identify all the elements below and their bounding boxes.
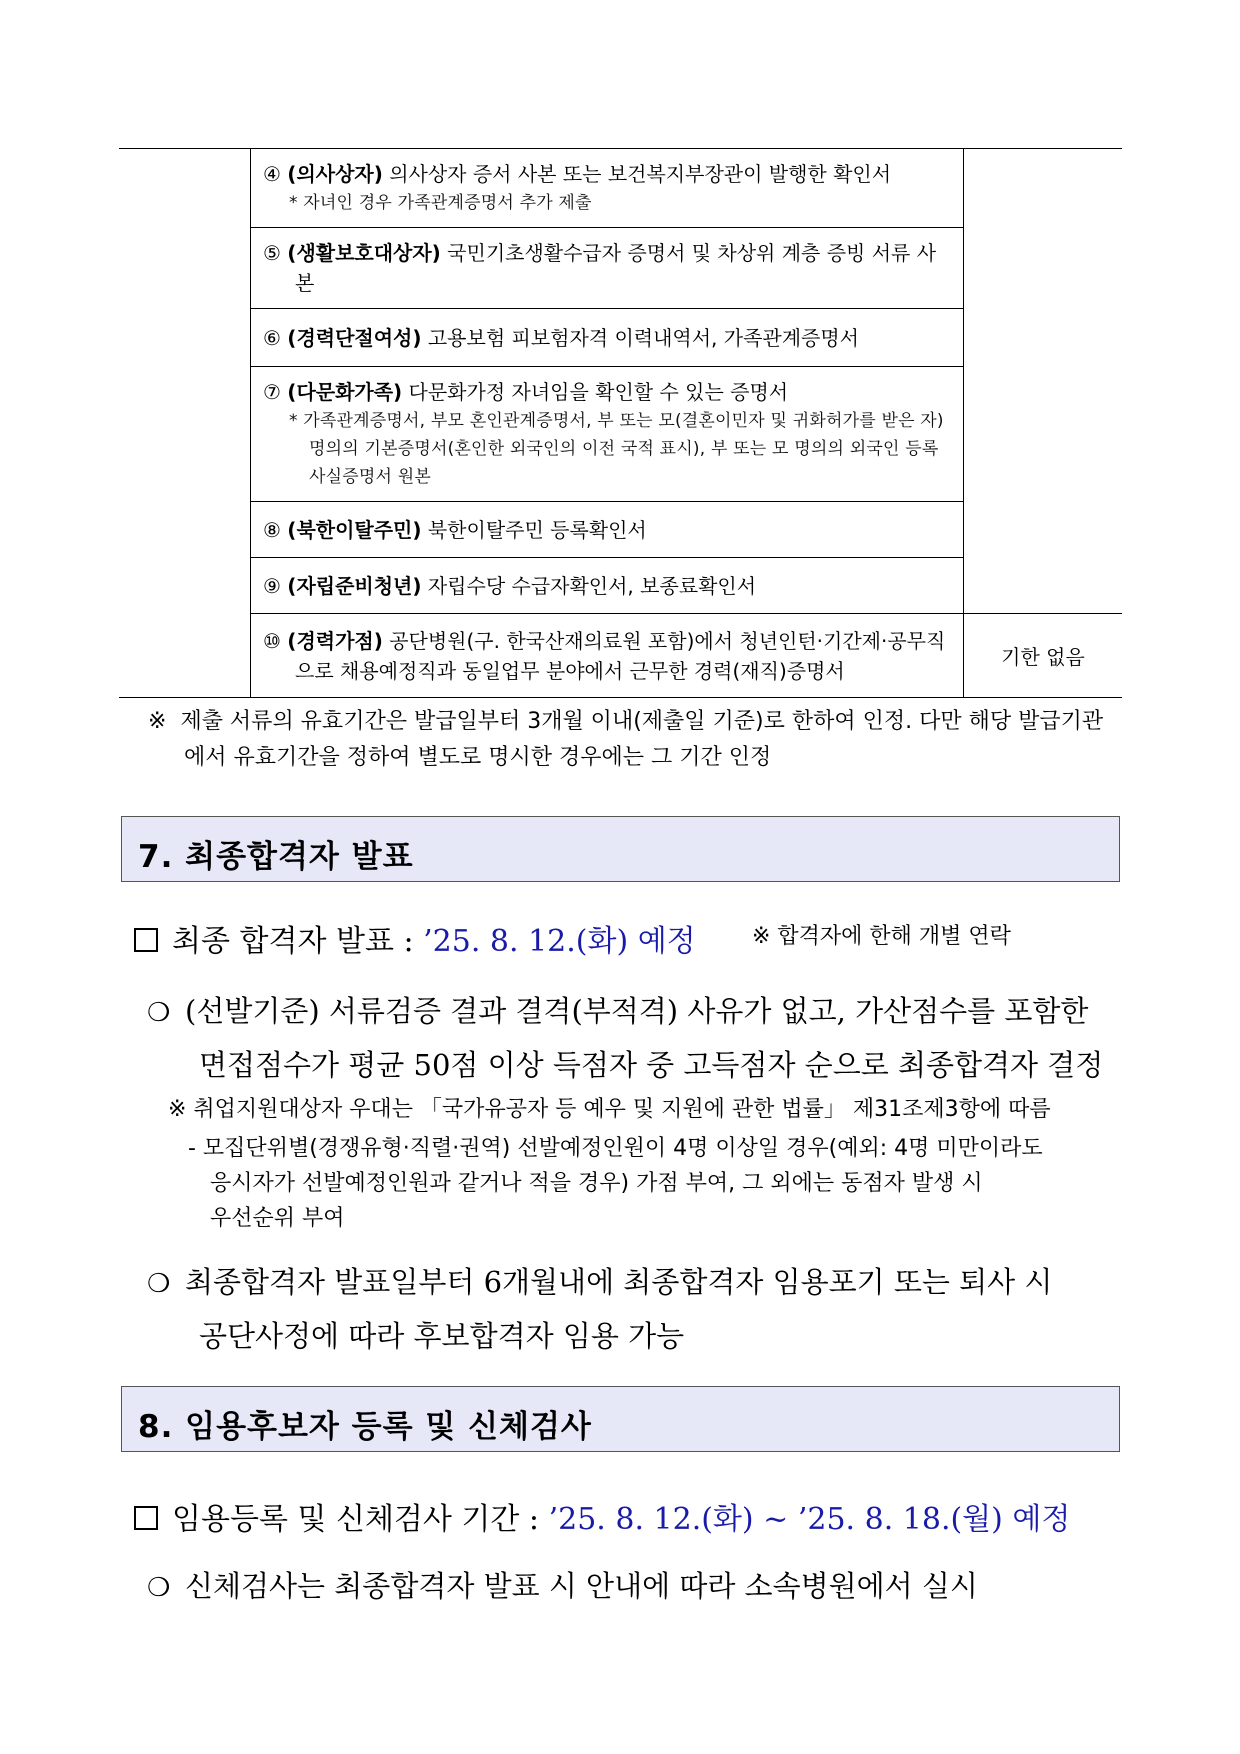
table-row [119, 614, 1122, 698]
item-title: (의사상자) [287, 162, 383, 186]
category-cell [119, 309, 251, 367]
section-8-header [121, 1386, 1120, 1452]
validity-cell: 기한 없음 [964, 614, 1123, 698]
required-documents-table [119, 148, 1122, 698]
item-note: * 자녀인 경우 가족관계증명서 추가 제출 [289, 193, 592, 213]
period-label: 임용등록 및 신체검사 기간 : [172, 1502, 549, 1537]
reserve-text-cont: 공단사정에 따라 후보합격자 임용 가능 [199, 1319, 685, 1353]
item-number: ⑧ [263, 517, 281, 542]
item-title: (경력단절여성) [287, 325, 422, 350]
criteria-text: (선발기준) 서류검증 결과 결격(부적격) 사유가 없고, 가산점수를 포함한 [185, 994, 1089, 1028]
item-text: 다문화가정 자녀임을 확인할 수 있는 증명서 [402, 380, 789, 404]
item-text: 국민기초생활수급자 증명서 및 차상위 계층 증빙 서류 사본 [295, 241, 937, 295]
validity-cell [964, 149, 1123, 228]
reserve-candidate-bullet [147, 1256, 1137, 1362]
item-text: 자립수당 수급자확인서, 보종료확인서 [421, 573, 757, 598]
document-description [263, 323, 951, 353]
validity-cell [964, 558, 1123, 614]
document-cell [251, 228, 964, 309]
announce-date: ’25. 8. 12.(화) 예정 [423, 924, 696, 959]
section-7-header [121, 816, 1120, 882]
document-cell [251, 558, 964, 614]
item-number: ④ [263, 162, 281, 186]
item-number: ⑥ [263, 325, 281, 350]
category-cell [119, 367, 251, 502]
category-cell [119, 502, 251, 558]
category-cell [119, 149, 251, 228]
announce-label: 최종 합격자 발표 : [172, 924, 424, 959]
section-7-title: 7. 최종합격자 발표 [138, 839, 414, 875]
tiebreak-line-1: - 모집단위별(경쟁유형·직렬·권역) 선발예정인원이 4명 이상일 경우(예외: 4명 미만이라도 [188, 1136, 1043, 1161]
item-number: ⑨ [263, 573, 281, 598]
document-description [263, 377, 951, 407]
table-row [119, 502, 1122, 558]
validity-cell [964, 502, 1123, 558]
item-text: 고용보험 피보험자격 이력내역서, 가족관계증명서 [421, 325, 860, 350]
table-row [119, 228, 1122, 309]
registration-period-line [134, 1494, 1070, 1538]
item-title: (북한이탈주민) [287, 517, 422, 542]
document-description [263, 515, 951, 545]
document-cell [251, 367, 964, 502]
item-number: ⑦ [263, 380, 281, 404]
square-bullet-icon [134, 1506, 158, 1530]
tiebreak-line-2: 응시자가 선발예정인원과 같거나 적을 경우) 가점 부여, 그 외에는 동점자 발생 시 [210, 1171, 983, 1196]
square-bullet-icon [134, 928, 158, 952]
table-row [119, 309, 1122, 367]
item-note: * 가족관계증명서, 부모 혼인관계증명서, 부 또는 모(결혼이민자 및 귀화허가를 받은 자) 명의의 기본증명서(혼인한 외국인의 이전 국적 표시), 부 또는 모 명의의 외국인 등록사실증명서 원본 [289, 411, 944, 487]
announce-note: ※ 합격자에 한해 개별 연락 [752, 924, 1011, 949]
item-title: (다문화가족) [287, 380, 403, 404]
health-check-bullet [147, 1560, 1137, 1614]
item-title: (경력가점) [287, 628, 383, 653]
criteria-text-cont: 면접점수가 평균 50점 이상 득점자 중 고득점자 순으로 최종합격자 결정 [199, 1048, 1104, 1082]
validity-note [148, 704, 1123, 776]
document-description [263, 159, 951, 189]
circle-bullet-icon: ❍ [147, 1573, 171, 1603]
selection-criteria-bullet [147, 985, 1137, 1091]
document-description [263, 571, 951, 601]
circle-bullet-icon: ❍ [147, 998, 171, 1028]
circle-bullet-icon: ❍ [147, 1269, 171, 1299]
health-check-text: 신체검사는 최종합격자 발표 시 안내에 따라 소속병원에서 실시 [185, 1569, 978, 1603]
item-text: 공단병원(구. 한국산재의료원 포함)에서 청년인턴·기간제·공무직으로 채용예정직과 동일업무 분야에서 근무한 경력(재직)증명서 [295, 628, 946, 683]
document-description [263, 626, 951, 686]
reserve-text: 최종합격자 발표일부터 6개월내에 최종합격자 임용포기 또는 퇴사 시 [185, 1265, 1053, 1299]
table-row [119, 558, 1122, 614]
document-cell [251, 614, 964, 698]
item-title: (자립준비청년) [287, 573, 422, 598]
document-cell [251, 502, 964, 558]
tiebreak-line-3: 우선순위 부여 [210, 1206, 345, 1231]
validity-note-text: 제출 서류의 유효기간은 발급일부터 3개월 이내(제출일 기준)로 한하여 인정. 다만 해당 발급기관에서 유효기간을 정하여 별도로 명시한 경우에는 그 기간 인정 [180, 709, 1104, 770]
veteran-note: ※ 취업지원대상자 우대는 「국가유공자 등 예우 및 지원에 관한 법률」 제31조제3항에 따름 [168, 1097, 1051, 1122]
category-cell [119, 558, 251, 614]
note-mark: ※ [148, 709, 167, 734]
document-cell [251, 309, 964, 367]
period-date: ’25. 8. 12.(화) ~ ’25. 8. 18.(월) 예정 [548, 1502, 1071, 1537]
tiebreak-rule [188, 1131, 1128, 1236]
validity-cell [964, 228, 1123, 309]
section-8-title: 8. 임용후보자 등록 및 신체검사 [138, 1409, 592, 1445]
category-cell [119, 614, 251, 698]
final-announcement-line [134, 916, 696, 960]
table-row [119, 367, 1122, 502]
item-text: 북한이탈주민 등록확인서 [421, 517, 647, 542]
document-cell [251, 149, 964, 228]
item-number: ⑩ [263, 628, 281, 653]
table-row [119, 149, 1122, 228]
item-text: 의사상자 증서 사본 또는 보건복지부장관이 발행한 확인서 [382, 162, 892, 186]
document-description [263, 238, 951, 298]
item-title: (생활보호대상자) [287, 241, 441, 265]
item-number: ⑤ [263, 241, 281, 265]
validity-cell [964, 309, 1123, 367]
validity-cell [964, 367, 1123, 502]
category-cell [119, 228, 251, 309]
